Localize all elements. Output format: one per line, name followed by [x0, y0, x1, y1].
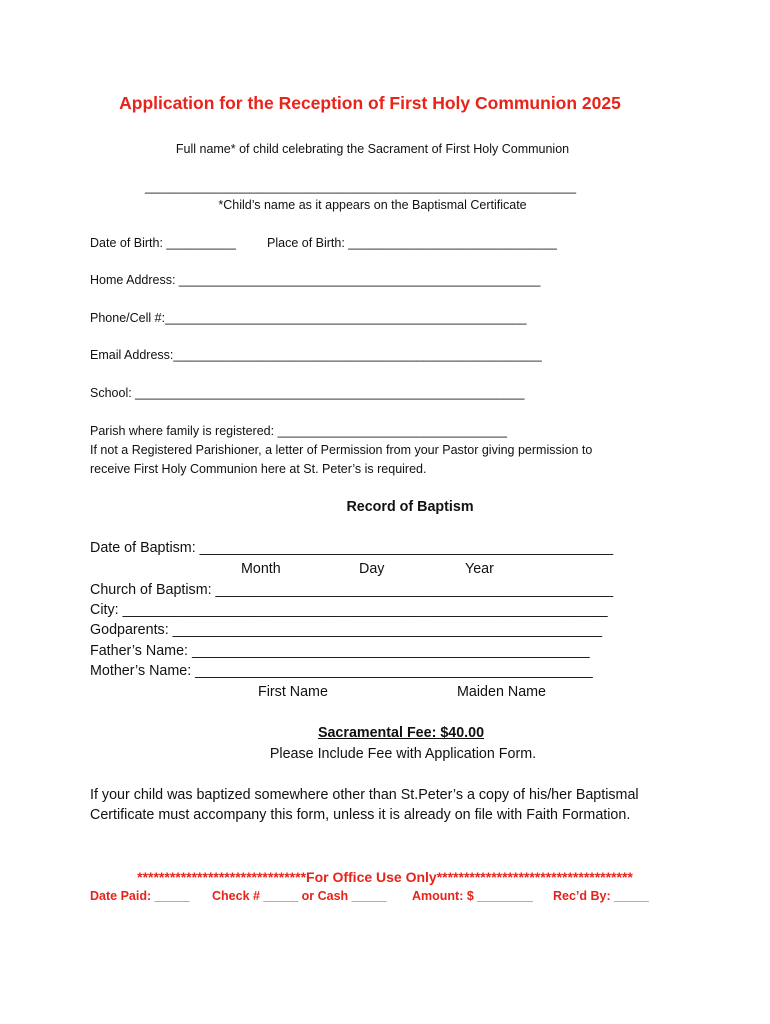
parish-field[interactable]: Parish where family is registered: _________________________________	[90, 424, 507, 438]
child-name-prompt: Full name* of child celebrating the Sacrament of First Holy Communion	[175, 142, 570, 156]
school-field[interactable]: School: ________________________________________________________	[90, 386, 525, 400]
closing-line2: Certificate must accompany this form, unless it is already on file with Faith Formation.	[90, 807, 631, 823]
home-address-field[interactable]: Home Address: ____________________________________________________	[90, 273, 541, 287]
year-label: Year	[465, 561, 494, 577]
maiden-name-label: Maiden Name	[457, 684, 546, 700]
closing-line1: If your child was baptized somewhere other than St.Peter’s a copy of his/her Baptismal	[90, 787, 639, 803]
first-name-label: First Name	[258, 684, 328, 700]
amount-field[interactable]: Amount: $ ________	[412, 889, 533, 903]
city-field[interactable]: City: _____________________________________________________________	[90, 602, 608, 618]
office-use-heading: *******************************For Office Use Only************************************	[137, 869, 633, 885]
parish-note-line1: If not a Registered Parishioner, a letter of Permission from your Pastor giving permission to	[90, 443, 593, 457]
received-by-field[interactable]: Rec’d By: _____	[553, 889, 649, 903]
phone-field[interactable]: Phone/Cell #:____________________________________________________	[90, 311, 527, 325]
child-name-note: *Child’s name as it appears on the Baptismal Certificate	[218, 198, 527, 212]
mother-name-field[interactable]: Mother’s Name: __________________________________________________	[90, 663, 593, 679]
email-field[interactable]: Email Address:_____________________________________________________	[90, 348, 542, 362]
fee-heading: Sacramental Fee: $40.00	[317, 725, 485, 741]
child-name-line[interactable]: ______________________________________________________________	[145, 180, 577, 194]
parish-note-line2: receive First Holy Communion here at St. Peter’s is required.	[90, 462, 427, 476]
godparents-field[interactable]: Godparents: ______________________________________________________	[90, 622, 603, 638]
place-of-birth-field[interactable]: Place of Birth: ______________________________	[267, 236, 557, 250]
baptism-heading: Record of Baptism	[346, 499, 474, 515]
check-or-cash-field[interactable]: Check # _____ or Cash _____	[212, 889, 387, 903]
day-label: Day	[359, 561, 385, 577]
date-of-birth-field[interactable]: Date of Birth: __________	[90, 236, 236, 250]
page-title: Application for the Reception of First Holy Communion 2025	[119, 93, 621, 113]
month-label: Month	[241, 561, 281, 577]
church-of-baptism-field[interactable]: Church of Baptism: __________________________________________________	[90, 582, 614, 598]
date-paid-field[interactable]: Date Paid: _____	[90, 889, 190, 903]
father-name-field[interactable]: Father’s Name: __________________________________________________	[90, 643, 590, 659]
fee-note: Please Include Fee with Application Form.	[269, 746, 537, 762]
date-of-baptism-field[interactable]: Date of Baptism: ____________________________________________________	[90, 540, 614, 556]
